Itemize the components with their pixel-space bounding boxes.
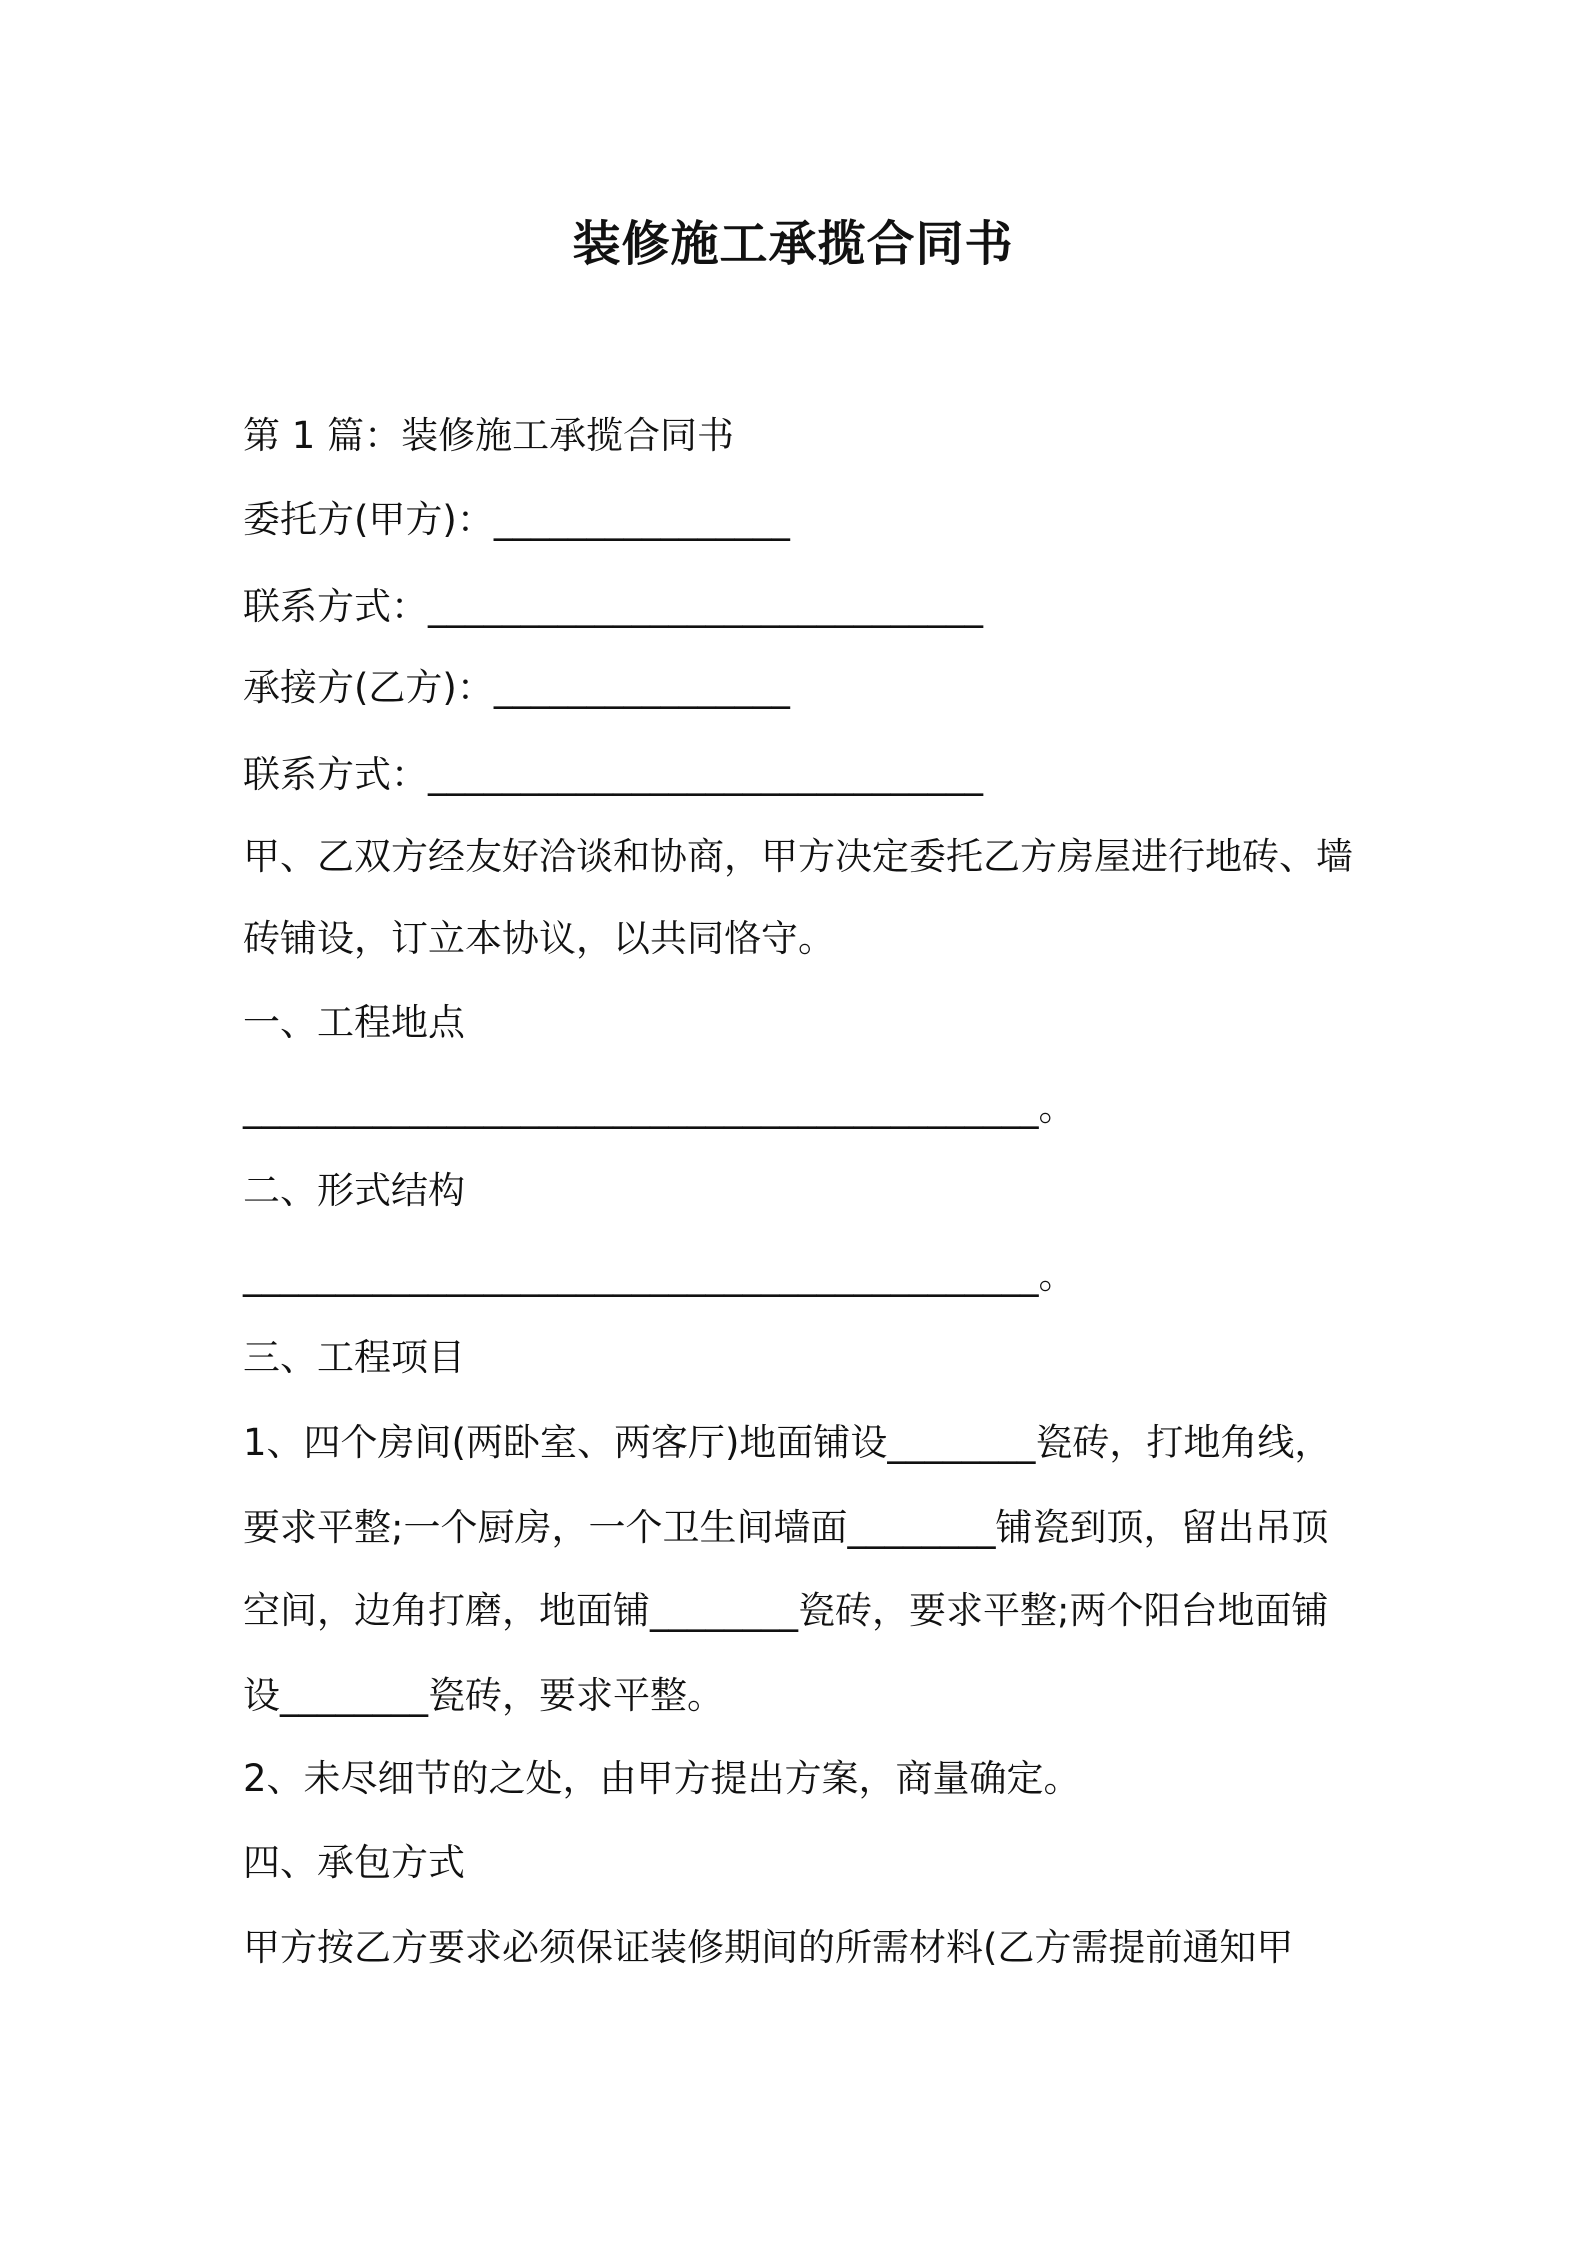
contractor-party-field: 承接方(乙方)：________________ — [243, 666, 790, 709]
body-paragraph-line: 要求平整;一个厨房，一个卫生间墙面________铺瓷到顶，留出吊顶 — [243, 1506, 1329, 1549]
client-contact-field: 联系方式：______________________________ — [243, 585, 983, 628]
part-heading: 第 1 篇：装修施工承揽合同书 — [243, 414, 735, 457]
body-paragraph-line: 砖铺设，订立本协议，以共同恪守。 — [243, 917, 835, 960]
body-paragraph-line: 空间，边角打磨，地面铺________瓷砖，要求平整;两个阳台地面铺 — [243, 1589, 1329, 1632]
client-party-field: 委托方(甲方)：________________ — [243, 498, 790, 541]
body-paragraph-line: 甲、乙双方经友好洽谈和协商，甲方决定委托乙方房屋进行地砖、墙 — [243, 835, 1353, 878]
section-heading: 三、工程项目 — [243, 1336, 465, 1379]
section-heading: 四、承包方式 — [243, 1841, 465, 1884]
body-paragraph-line: 2、未尽细节的之处，由甲方提出方案，商量确定。 — [243, 1757, 1081, 1800]
contractor-contact-field: 联系方式：______________________________ — [243, 753, 983, 796]
body-paragraph-line: 设________瓷砖，要求平整。 — [243, 1674, 724, 1717]
body-paragraph-line: 1、四个房间(两卧室、两客厅)地面铺设________瓷砖，打地角线， — [243, 1421, 1332, 1464]
blank-fill-line: ___________________________________________。 — [243, 1254, 1076, 1297]
section-heading: 一、工程地点 — [243, 1001, 465, 1044]
body-paragraph-line: 甲方按乙方要求必须保证装修期间的所需材料(乙方需提前通知甲 — [243, 1926, 1294, 1969]
document-title: 装修施工承揽合同书 — [572, 216, 1014, 272]
blank-fill-line: ___________________________________________。 — [243, 1086, 1076, 1129]
section-heading: 二、形式结构 — [243, 1169, 465, 1212]
